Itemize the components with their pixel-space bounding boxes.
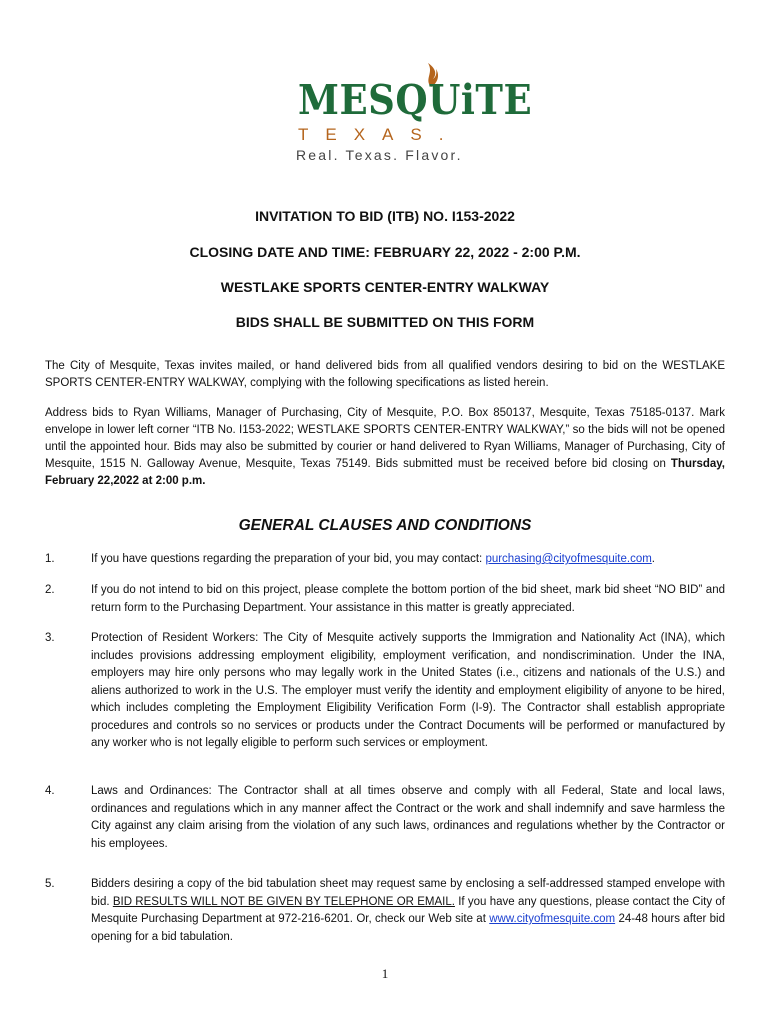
section-title: GENERAL CLAUSES AND CONDITIONS — [238, 517, 532, 534]
address-text: Address bids to Ryan Williams, Manager of Purchasing, City of Mesquite, P.O. Box 850137, Mesquite, Texas 75185-0137. Mark envelope in lower left corner “ITB No. I153-2022; WESTLAKE SPORTS CENTER-ENTRY WALKWAY,” so the bids will not be opened until the appointed hour. Bids may also be submitted by courier or hand delivered to Ryan Williams, Manager of Purchasing, City of Mesquite, 1515 N. Galloway Avenue, Mesquite, Texas 75149. Bids submitted must be received before bid closing on — [45, 407, 725, 470]
clause-text: Protection of Resident Workers: The City of Mesquite actively supports the Immigration and Nationality Act (INA), which includes provisions addressing employment eligibility, employment verification, and nondiscrimination. Under the INA, employers may hire only persons who may legally work in the United States (i.e., citizens and nationals of the U.S.) and aliens authorized to work in the U.S. The employer must verify the identity and employment eligibility of anyone to be hired, which includes completing the Employment Eligibility Verification Form (I-9). The Contractor shall establish appropriate procedures and controls so no services or products under the Contract Documents will be performed or manufactured by any worker who is not legally eligible to perform such services or employment. — [91, 632, 725, 749]
logo-tagline: Real. Texas. Flavor. — [296, 147, 463, 163]
clause-text: Bidders desiring a copy of the bid tabulation sheet may request same by enclosing a self-addressed stamped envelope with bid. BID RESULTS WILL NOT BE GIVEN BY TELEPHONE OR EMAIL. If you have any questions, please contact the City of Mesquite Purchasing Department at 972-216-6201. Or, check our Web site at www.cityofmesquite.com 24-48 hours after bid opening for a bid tabulation. — [91, 878, 725, 943]
clause-number: 2. — [45, 584, 55, 596]
clause-text: If you have questions regarding the preparation of your bid, you may contact: purchasing@cityofmesquite.com. — [91, 553, 655, 565]
clause-number: 1. — [45, 553, 55, 565]
website-link[interactable]: www.cityofmesquite.com — [489, 913, 616, 925]
bid-results-notice: BID RESULTS WILL NOT BE GIVEN BY TELEPHONE OR EMAIL. — [112, 895, 455, 908]
clause-text: Laws and Ordinances: The Contractor shall at all times observe and comply with all Federal, State and local laws, ordinances and regulations which in any manner affect the Contract or the work and shall indemnify and save harmless the City against any claim arising from the violation of any such laws, ordinances and regulations whether by the Contractor or his employees. — [91, 785, 725, 850]
intro-paragraph: The City of Mesquite, Texas invites mailed, or hand delivered bids from all qualified vendors desiring to bid on the WESTLAKE SPORTS CENTER-ENTRY WALKWAY, complying with the following specifications as listed herein. — [45, 360, 725, 389]
purchasing-email-link[interactable]: purchasing@cityofmesquite.com — [485, 553, 652, 565]
logo-wordmark: MESQUiTE — [298, 75, 533, 124]
clause-number: 3. — [45, 632, 55, 644]
submission-instruction-heading: BIDS SHALL BE SUBMITTED ON THIS FORM — [235, 314, 535, 330]
logo-state: TEXAS. — [298, 125, 461, 144]
address-paragraph — [45, 405, 725, 490]
project-name-heading: WESTLAKE SPORTS CENTER-ENTRY WALKWAY — [220, 279, 550, 295]
closing-date-heading: CLOSING DATE AND TIME: FEBRUARY 22, 2022 - 2:00 P.M. — [189, 244, 581, 260]
clause-number: 4. — [45, 785, 55, 797]
page-number: 1 — [381, 966, 389, 981]
clause-text: If you do not intend to bid on this project, please complete the bottom portion of the bid sheet, mark bid sheet “NO BID” and return form to the Purchasing Department. Your assistance in this matter is greatly appreciated. — [91, 584, 725, 614]
itb-number-heading: INVITATION TO BID (ITB) NO. I153-2022 — [255, 208, 515, 224]
closing-deadline: Thursday, February 22,2022 at 2:00 p.m. — [45, 458, 725, 487]
clause-number: 5. — [45, 878, 55, 890]
mesquite-logo — [290, 48, 533, 172]
